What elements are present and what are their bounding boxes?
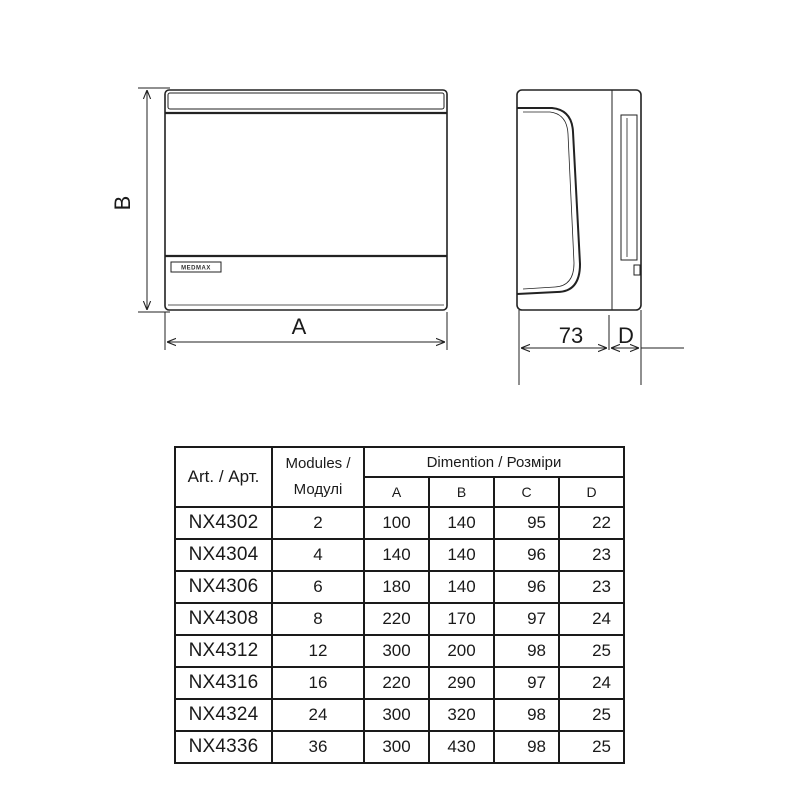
cell-b: 430 xyxy=(429,731,494,763)
side-view xyxy=(517,90,641,310)
side-door-cover xyxy=(517,108,580,294)
table-row xyxy=(175,667,624,699)
cell-a: 100 xyxy=(364,507,429,539)
cell-c: 97 xyxy=(494,603,559,635)
table-row xyxy=(175,507,624,539)
cell-a: 140 xyxy=(364,539,429,571)
table-row xyxy=(175,699,624,731)
cell-modules: 2 xyxy=(272,507,364,539)
dimension-d-label: D xyxy=(618,323,634,348)
table-body xyxy=(175,507,624,763)
cell-a: 300 xyxy=(364,731,429,763)
cell-d: 25 xyxy=(559,699,624,731)
cell-modules: 36 xyxy=(272,731,364,763)
cell-b: 140 xyxy=(429,507,494,539)
cell-c: 95 xyxy=(494,507,559,539)
enclosure-top-rim xyxy=(168,93,444,109)
header-col-c: C xyxy=(494,477,559,507)
cell-d: 23 xyxy=(559,571,624,603)
cell-d: 25 xyxy=(559,731,624,763)
cell-a: 220 xyxy=(364,603,429,635)
header-col-a: A xyxy=(364,477,429,507)
cell-art: NX4304 xyxy=(175,539,272,571)
cell-art: NX4312 xyxy=(175,635,272,667)
side-din-rail xyxy=(621,115,637,260)
dimension-a-label: A xyxy=(291,314,307,339)
header-modules-line1: Modules / xyxy=(285,455,351,472)
front-view xyxy=(165,90,447,310)
table-row xyxy=(175,635,624,667)
cell-art: NX4336 xyxy=(175,731,272,763)
cell-c: 96 xyxy=(494,539,559,571)
cell-art: NX4316 xyxy=(175,667,272,699)
cell-d: 23 xyxy=(559,539,624,571)
cell-modules: 4 xyxy=(272,539,364,571)
header-col-d: D xyxy=(559,477,624,507)
cell-a: 220 xyxy=(364,667,429,699)
header-art: Art. / Арт. xyxy=(175,447,272,507)
cell-art: NX4302 xyxy=(175,507,272,539)
header-dimension: Dimention / Розміри xyxy=(364,447,624,477)
header-col-b: B xyxy=(429,477,494,507)
cell-modules: 16 xyxy=(272,667,364,699)
cell-c: 97 xyxy=(494,667,559,699)
header-modules xyxy=(272,447,364,507)
enclosure-front-outline xyxy=(165,90,447,310)
cell-b: 170 xyxy=(429,603,494,635)
cell-b: 200 xyxy=(429,635,494,667)
cell-b: 320 xyxy=(429,699,494,731)
cell-modules: 6 xyxy=(272,571,364,603)
cell-b: 140 xyxy=(429,539,494,571)
cell-modules: 8 xyxy=(272,603,364,635)
cell-a: 300 xyxy=(364,635,429,667)
cell-modules: 24 xyxy=(272,699,364,731)
cell-d: 25 xyxy=(559,635,624,667)
cell-c: 98 xyxy=(494,731,559,763)
table-row xyxy=(175,731,624,763)
cell-d: 24 xyxy=(559,603,624,635)
cell-a: 300 xyxy=(364,699,429,731)
dimension-depth xyxy=(519,310,684,385)
cell-c: 98 xyxy=(494,699,559,731)
cell-art: NX4306 xyxy=(175,571,272,603)
side-latch xyxy=(634,265,640,275)
brand-logo: MEDMAX xyxy=(181,265,211,272)
cell-art: NX4308 xyxy=(175,603,272,635)
dimension-b-label: B xyxy=(110,195,135,211)
cell-b: 140 xyxy=(429,571,494,603)
cell-modules: 12 xyxy=(272,635,364,667)
cell-c: 96 xyxy=(494,571,559,603)
dimension-73-label: 73 xyxy=(558,323,584,348)
cell-art: NX4324 xyxy=(175,699,272,731)
specification-table xyxy=(174,446,625,764)
cell-b: 290 xyxy=(429,667,494,699)
cell-c: 98 xyxy=(494,635,559,667)
cell-d: 22 xyxy=(559,507,624,539)
header-modules-line2: Модулі xyxy=(293,481,343,498)
table-row xyxy=(175,571,624,603)
table-row xyxy=(175,603,624,635)
side-door-cover-inner xyxy=(523,112,574,289)
table-row xyxy=(175,539,624,571)
cell-a: 180 xyxy=(364,571,429,603)
cell-d: 24 xyxy=(559,667,624,699)
